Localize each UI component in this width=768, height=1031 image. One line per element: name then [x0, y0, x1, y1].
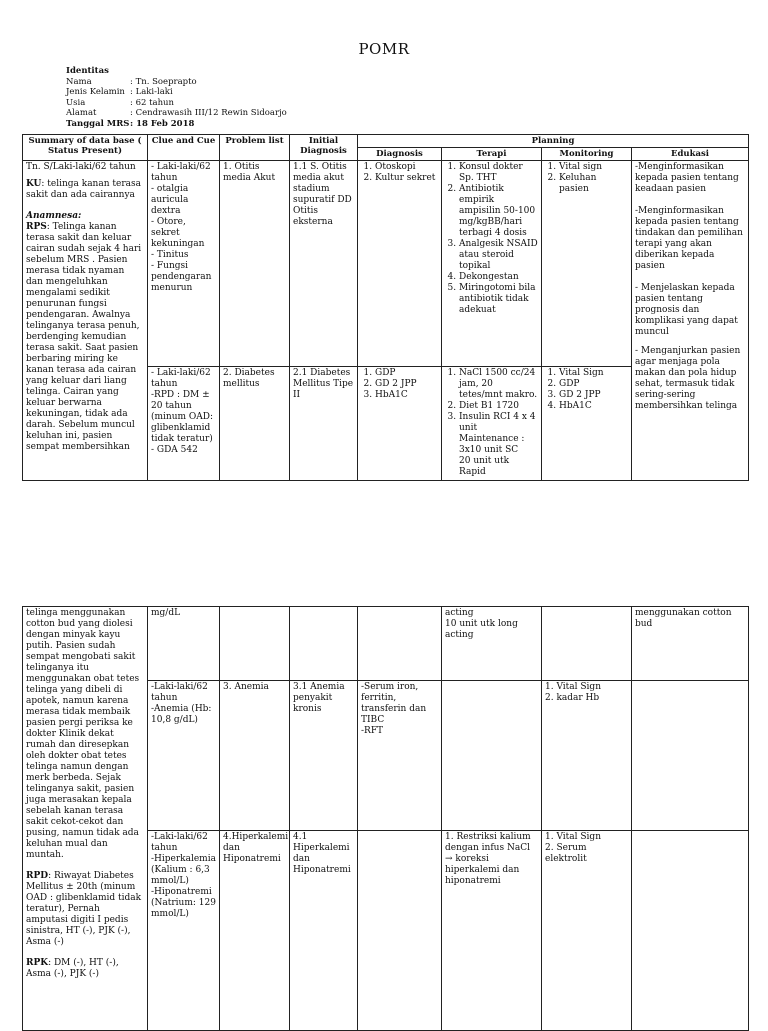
summary-intro: Tn. S/Laki-laki/62 tahun: [26, 162, 136, 172]
identity-label: Tanggal MRS: [66, 118, 130, 129]
problem-cell: 3. Anemia: [220, 681, 290, 831]
monitoring-item: 3. GD 2 JPP: [559, 390, 628, 401]
identity-label: Jenis Kelamin: [66, 87, 125, 97]
identity-value: : Cendrawasih III/12 Rewin Sidoarjo: [130, 108, 287, 118]
monitoring-item: 2. Keluhan pasien: [559, 173, 628, 195]
terapi-item: 4. Dekongestan: [459, 272, 538, 283]
terapi-item: 3. Insulin RCI 4 x 4 unit Maintenance : 3x10 unit SC 20 unit utk Rapid: [459, 412, 538, 478]
diagnosis-plan-cell: [358, 831, 442, 1031]
rpk-text: : DM (-), HT (-), Asma (-), PJK (-): [26, 958, 119, 979]
rpd-line: [26, 871, 144, 948]
edukasi-cell: menggunakan cotton bud: [632, 607, 749, 681]
ku-text: : telinga kanan terasa sakit dan ada cairannya: [26, 179, 141, 200]
identity-heading: Identitas: [66, 66, 109, 76]
header-summary: Summary of data base ( Status Present): [23, 135, 148, 161]
monitoring-item: 4. HbA1C: [559, 401, 628, 412]
monitoring-cell: 1. Vital Sign 2. kadar Hb: [542, 681, 632, 831]
clue-cell: mg/dL: [148, 607, 220, 681]
rps-text: : Telinga kanan terasa sakit dan keluar cairan sudah sejak 4 hari sebelum MRS . Pasien merasa tidak nyaman dan mengeluhkan mengalami sedikit penurunan fungsi pendengaran. Awalnya telinganya terasa penuh, berdenging kemudian terasa sakit. Saat pasien berbaring miring ke kanan terasa ada cairan yang keluar dari liang telinga. Cairan yang keluar berwarna kekuningan, tidak ada darah. Sebelum muncul keluhan ini, pasien sempat membersihkan: [26, 222, 142, 452]
identity-label: Alamat: [66, 108, 97, 118]
terapi-item: 5. Miringotomi bila antibiotik tidak adekuat: [459, 283, 538, 316]
monitoring-item: 1. Vital sign: [559, 162, 628, 173]
terapi-cell: [442, 681, 542, 831]
diagnosis-plan-cell: [358, 161, 442, 367]
edukasi-cell: [632, 681, 749, 831]
page-title: POMR: [358, 40, 410, 58]
identity-value: : Tn. Soeprapto: [130, 76, 197, 87]
problem-cell: [220, 607, 290, 681]
pomr-table-page-2: [22, 606, 749, 1031]
clue-cell: - Laki-laki/62 tahun -RPD : DM ± 20 tahun (minum OAD: glibenklamid tidak teratur) - GDA 542: [148, 367, 220, 481]
rpk-line: [26, 958, 144, 980]
initial-diagnosis-cell: 4.1 Hiperkalemi dan Hiponatremi: [290, 831, 358, 1031]
diagnosis-item: 2. Kultur sekret: [375, 173, 438, 184]
summary-cell: [23, 607, 148, 1031]
problem-cell: 1. Otitis media Akut: [220, 161, 290, 367]
identity-value: : Laki-laki: [130, 87, 173, 97]
terapi-item: 2. Antibiotik empirik ampisilin 50-100 mg/kgBB/hari terbagi 4 dosis: [459, 184, 538, 239]
terapi-cell: acting 10 unit utk long acting: [442, 607, 542, 681]
diagnosis-plan-cell: -Serum iron, ferritin, transferin dan TIBC -RFT: [358, 681, 442, 831]
identity-value: : 62 tahun: [130, 97, 174, 108]
diagnosis-item: 3. HbA1C: [375, 390, 438, 401]
problem-cell: 2. Diabetes mellitus: [220, 367, 290, 481]
identity-row: [66, 108, 287, 119]
identity-row: [66, 77, 287, 88]
terapi-item: 2. Diet B1 1720: [459, 401, 538, 412]
terapi-cell: 1. Restriksi kalium dengan infus NaCl → koreksi hiperkalemi dan hiponatremi: [442, 831, 542, 1031]
initial-diagnosis-cell: [290, 607, 358, 681]
initial-diagnosis-cell: 3.1 Anemia penyakit kronis: [290, 681, 358, 831]
diagnosis-item: 2. GD 2 JPP: [375, 379, 438, 390]
rpd-text: : Riwayat Diabetes Mellitus ± 20th (minum OAD : glibenklamid tidak teratur), Pernah amputasi digiti I pedis sinistra, HT (-), PJK (-), Asma (-): [26, 871, 142, 947]
edukasi-text-1: -Menginformasikan kepada pasien tentang keadaan pasien -Menginformasikan kepada pasien tentang tindakan dan pemilihan terapi yang akan diberikan kepada pasien - Menjelaskan kepada pasien tentang prognosis dan komplikasi yang dapat muncul: [635, 162, 743, 337]
terapi-item: 3. Analgesik NSAID atau steroid topikal: [459, 239, 538, 272]
edukasi-cell: [632, 831, 749, 1031]
problem-cell: 4.Hiperkalemi dan Hiponatremi: [220, 831, 290, 1031]
header-initial-diagnosis: Initial Diagnosis: [290, 135, 358, 161]
monitoring-cell: [542, 367, 632, 481]
diagnosis-item: 1. GDP: [375, 368, 438, 379]
terapi-cell: [442, 367, 542, 481]
terapi-item: 1. Konsul dokter Sp. THT: [459, 162, 538, 184]
identity-row: [66, 119, 287, 130]
monitoring-cell: [542, 161, 632, 367]
diagnosis-plan-cell: [358, 607, 442, 681]
monitoring-cell: 1. Vital Sign 2. Serum elektrolit: [542, 831, 632, 1031]
rpk-label: RPK: [26, 958, 49, 968]
initial-diagnosis-cell: 1.1 S. Otitis media akut stadium supuratif DD Otitis eksterna: [290, 161, 358, 367]
edukasi-text-2: - Menganjurkan pasien agar menjaga pola makan dan pola hidup sehat, termasuk tidak sering-sering membersihkan telinga: [635, 346, 741, 411]
clue-cell: - Laki-laki/62 tahun - otalgia auricula dextra - Otore, sekret kekuningan - Tinitus - Fungsi pendengaran menurun: [148, 161, 220, 367]
summary-cell: [23, 161, 148, 481]
diagnosis-item: 1. Otoskopi: [375, 162, 438, 173]
rps-label: RPS: [26, 222, 47, 232]
monitoring-cell: [542, 607, 632, 681]
header-clue: Clue and Cue: [148, 135, 220, 161]
identity-value: : 18 Feb 2018: [130, 118, 195, 129]
initial-diagnosis-cell: 2.1 Diabetes Mellitus Tipe II: [290, 367, 358, 481]
identity-label: Usia: [66, 97, 86, 108]
summary-continued: telinga menggunakan cotton bud yang diolesi dengan minyak kayu putih. Pasien sudah sempat mengobati sakit telinganya itu menggunakan obat tetes telinga yang dibeli di apotek, namun karena merasa tidak membaik pasien pergi periksa ke dokter Klinik dekat rumah dan diresepkan oleh dokter obat tetes telinga namun dengan merk berbeda. Sejak telinganya sakit, pasien juga merasakan kepala sebelah kanan terasa sakit cekot-cekot dan pusing, namun tidak ada keluhan mual dan muntah.: [26, 608, 140, 860]
header-terapi: Terapi: [442, 148, 542, 161]
monitoring-item: 2. GDP: [559, 379, 628, 390]
header-monitoring: Monitoring: [542, 148, 632, 161]
pomr-table-page-1: [22, 134, 749, 481]
header-problem-list: Problem list: [220, 135, 290, 161]
clue-cell: -Laki-laki/62 tahun -Hiperkalemia (Kalium : 6,3 mmol/L) -Hiponatremi (Natrium: 129 mmol/L): [148, 831, 220, 1031]
terapi-cell: [442, 161, 542, 367]
clue-cell: -Laki-laki/62 tahun -Anemia (Hb: 10,8 g/dL): [148, 681, 220, 831]
rpd-label: RPD: [26, 871, 49, 881]
terapi-item: 1. NaCl 1500 cc/24 jam, 20 tetes/mnt makro.: [459, 368, 538, 401]
identity-row: [66, 98, 287, 109]
patient-identity-block: [66, 66, 287, 129]
header-diagnosis: Diagnosis: [358, 148, 442, 161]
ku-label: KU: [26, 179, 42, 189]
diagnosis-plan-cell: [358, 367, 442, 481]
header-planning: Planning: [358, 135, 749, 148]
edukasi-cell: [632, 161, 749, 481]
rps-line: [26, 222, 144, 453]
anamnesa-heading: Anamnesa:: [26, 211, 82, 221]
monitoring-item: 1. Vital Sign: [559, 368, 628, 379]
identity-label: Nama: [66, 76, 92, 87]
identity-row: [66, 87, 287, 98]
ku-line: [26, 179, 144, 201]
header-edukasi: Edukasi: [632, 148, 749, 161]
